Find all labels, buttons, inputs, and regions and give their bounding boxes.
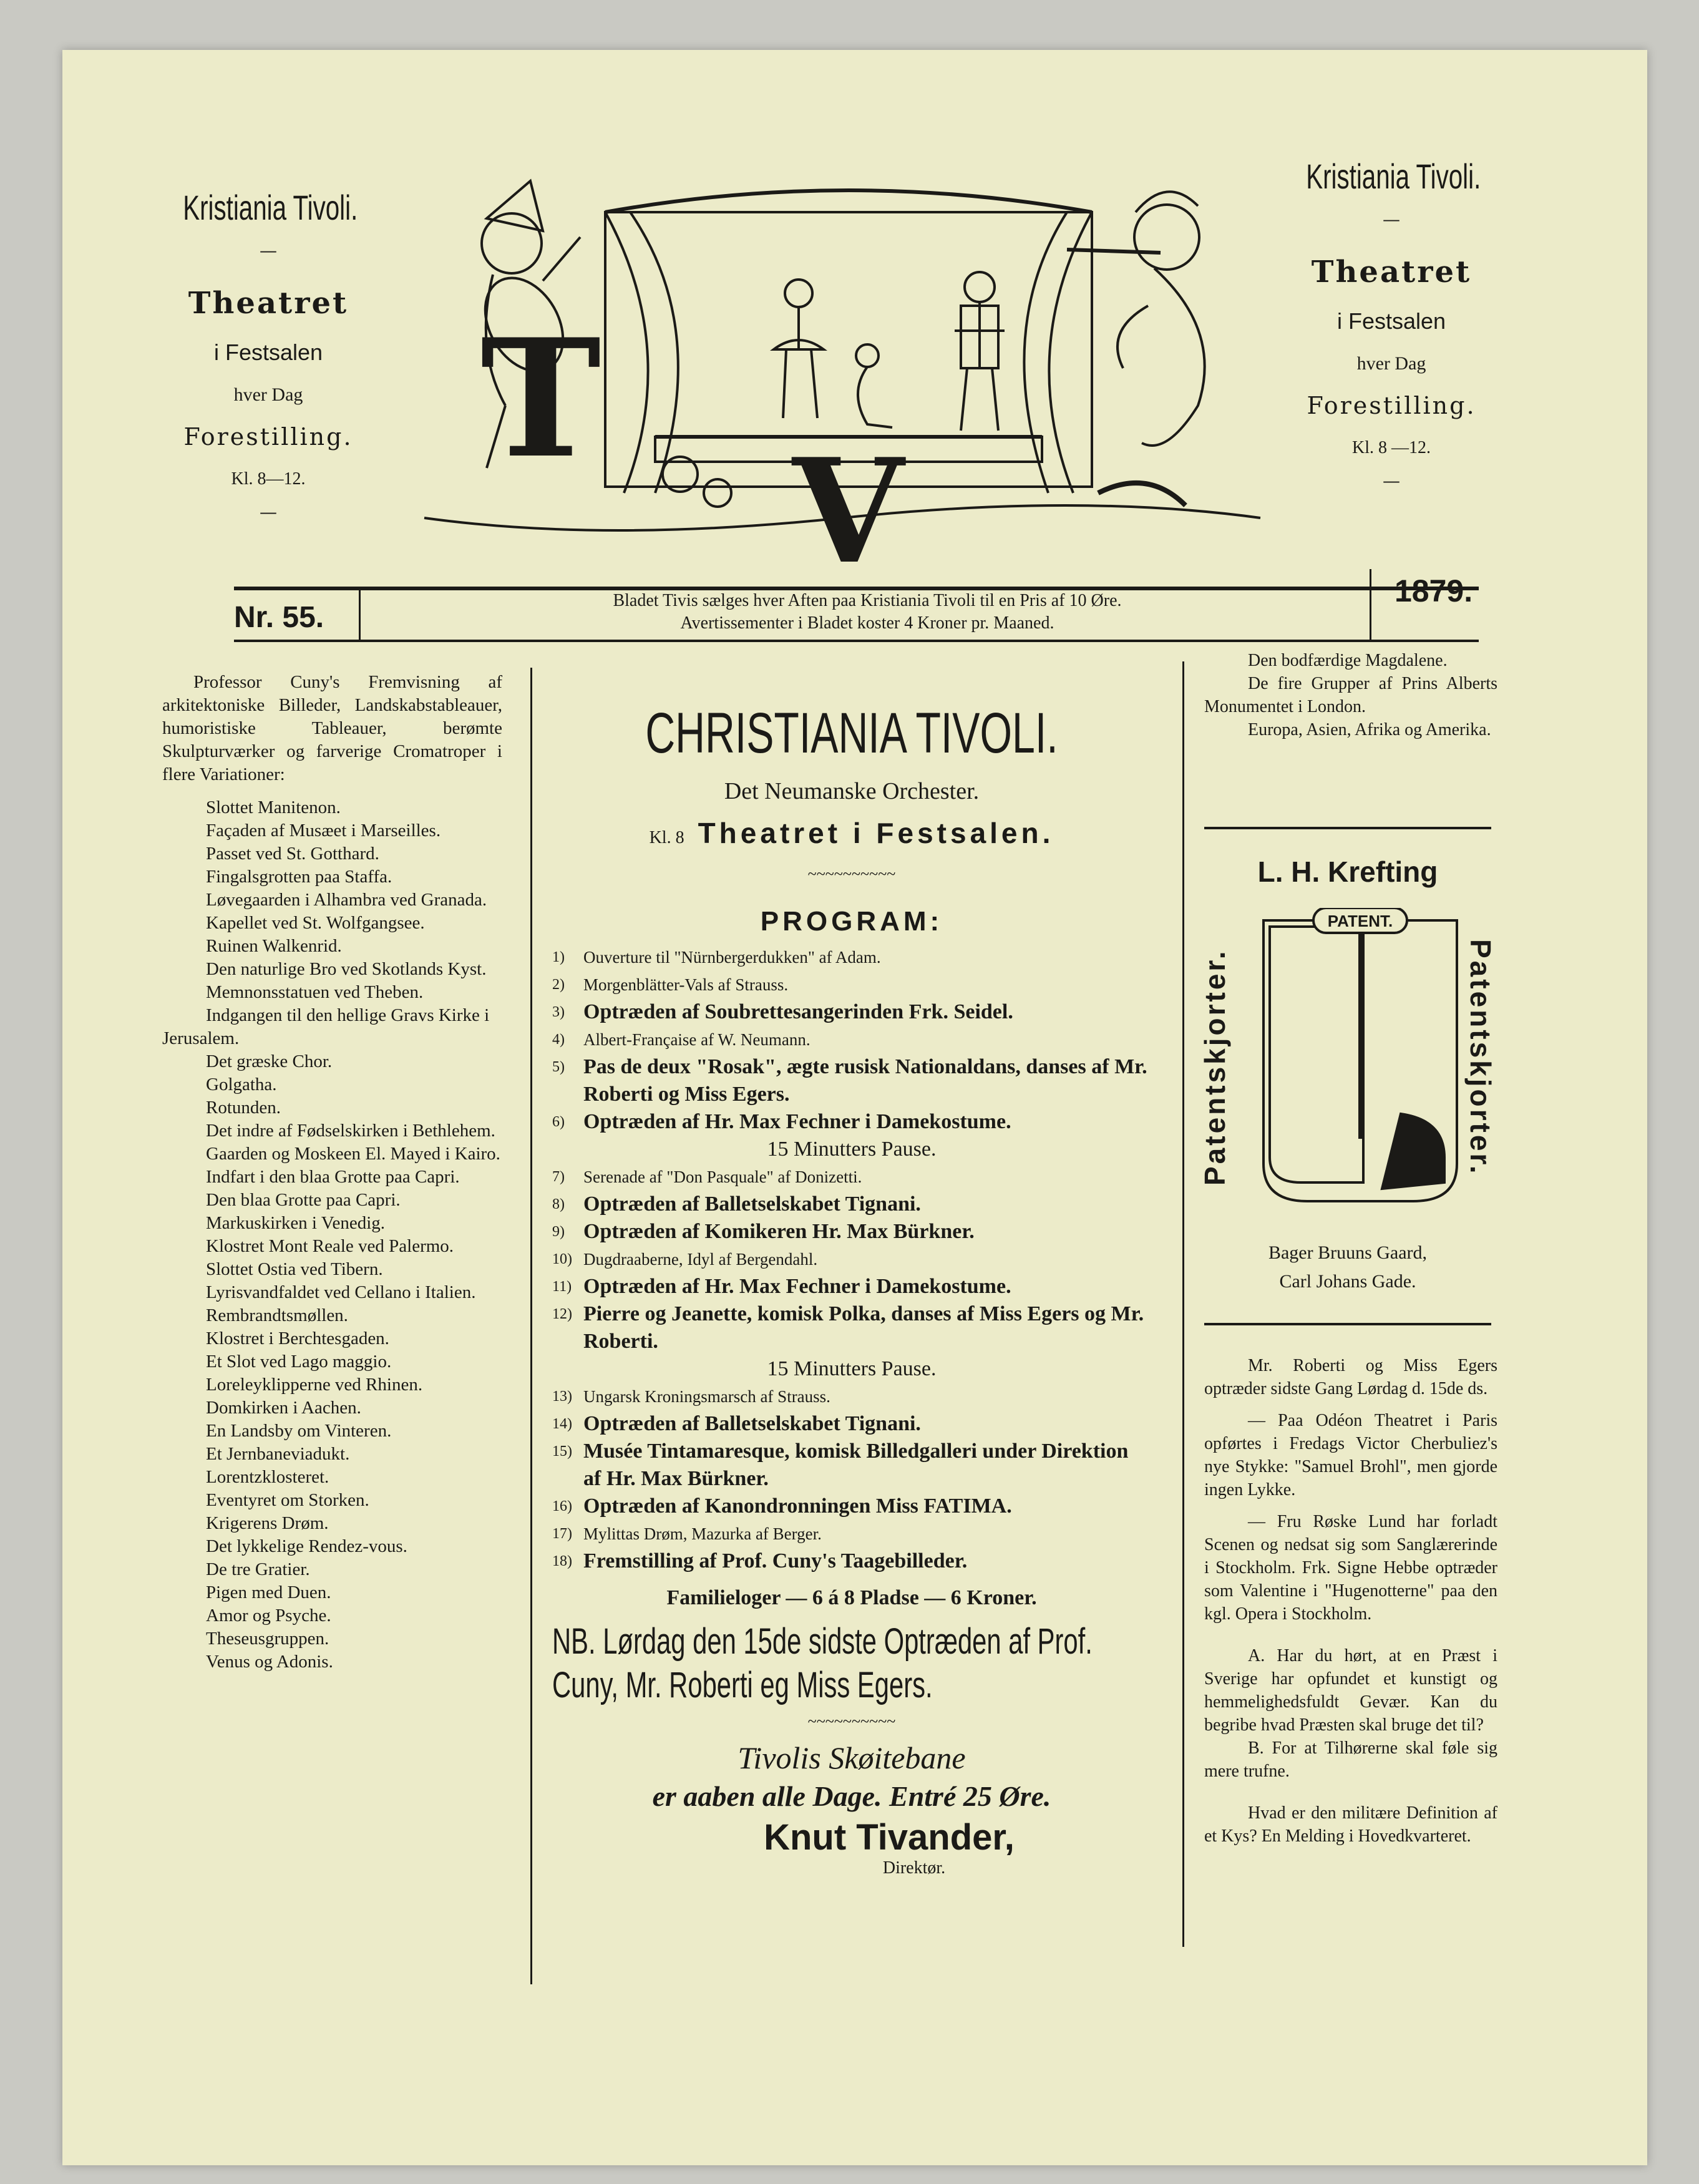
- left-list-item: Kapellet ved St. Wolfgangsee.: [206, 913, 425, 933]
- left-list-item: Pigen med Duen.: [206, 1582, 331, 1602]
- program-item-number: 9): [552, 1224, 565, 1240]
- ad-address: [1204, 1239, 1491, 1296]
- theatre-time: Kl. 8: [649, 828, 684, 847]
- program-pause: 15 Minutters Pause.: [767, 1138, 937, 1161]
- left-list-item: Det indre af Fødselskirken i Bethlehem.: [206, 1121, 495, 1141]
- director-name: Knut Tivander,: [764, 1817, 1015, 1858]
- skating-title: Tivolis Skøitebane: [738, 1740, 966, 1775]
- program-item-text: Mylittas Drøm, Mazurka af Berger.: [583, 1524, 822, 1543]
- left-list-item: Fingalsgrotten paa Staffa.: [206, 867, 392, 887]
- joke-2: Hvad er den militære Definition af et Kys? En Melding i Hovedkvarteret.: [1204, 1803, 1497, 1846]
- program-item: [552, 1520, 1151, 1548]
- left-list-item: Indgangen til den hellige Gravs Kirke i Jerusalem.: [162, 1005, 490, 1048]
- ad-side-text-left: Patentskjorter.: [1199, 948, 1231, 1186]
- right-cherub-figure: [1134, 205, 1199, 270]
- program-item-number: 4): [552, 1031, 565, 1048]
- left-list-item: De tre Gratier.: [206, 1559, 310, 1579]
- program-item-number: 18): [552, 1553, 572, 1569]
- program-item-text: Ouverture til "Nürnbergerdukken" af Adam.: [583, 948, 881, 967]
- program-item-number: 14): [552, 1416, 572, 1432]
- shirt-illustration: [1257, 908, 1463, 1207]
- curtain-right: [1049, 212, 1092, 493]
- left-list-item: Domkirken i Aachen.: [206, 1398, 361, 1418]
- header-right-dash2: —: [1383, 470, 1400, 491]
- program-item-text: Dugdraaberne, Idyl af Bergendahl.: [583, 1250, 818, 1269]
- banner-notice-line1: Bladet Tivis sælges hver Aften paa Kristiania Tivoli til en Pris af 10 Øre.: [613, 591, 1122, 610]
- program-item: [552, 1300, 1151, 1355]
- left-list-item: Markuskirken i Venedig.: [206, 1213, 385, 1233]
- program-item: [552, 1410, 1151, 1438]
- left-list-item: Ruinen Walkenrid.: [206, 936, 342, 956]
- program-item: [552, 998, 1151, 1026]
- right-top-text: Den bodfærdige Magdalene.: [1248, 651, 1448, 670]
- family-boxes: Familieloger — 6 á 8 Pladse — 6 Kroner.: [666, 1586, 1037, 1609]
- right-rule-2: [1204, 1323, 1491, 1325]
- header-right-dash: —: [1383, 209, 1400, 230]
- program-item: [552, 1218, 1151, 1246]
- program-item: [552, 1246, 1151, 1273]
- program-item: [552, 1383, 1151, 1410]
- masthead-illustration: [418, 144, 1267, 568]
- header-left-dash: —: [260, 240, 277, 261]
- flourish-divider: ~~~~~~~~~~: [807, 865, 896, 883]
- left-list-item: Theseusgruppen.: [206, 1629, 329, 1649]
- news-item-3: — Fru Røske Lund har forladt Scenen og nedsat sig som Sanglærerinde i Stockholm. Frk. Signe Hebbe optræder som Valentine i "Hugenotterne" paa den kgl. Opera i Stockholm.: [1204, 1512, 1497, 1624]
- program-item-number: 2): [552, 977, 565, 993]
- banner-divider-left: [359, 590, 361, 640]
- program-item-number: 17): [552, 1526, 572, 1542]
- right-column: [1204, 649, 1497, 741]
- program-item: [552, 1191, 1151, 1218]
- ad-address-line2: Carl Johans Gade.: [1279, 1271, 1416, 1292]
- header-right-time: Kl. 8 —12.: [1352, 438, 1431, 457]
- program-item-number: 13): [552, 1388, 572, 1405]
- ad-side-text-right: Patentskjorter.: [1464, 939, 1497, 1176]
- program-heading: PROGRAM:: [760, 906, 943, 937]
- ad-patent-label: PATENT.: [1327, 912, 1393, 930]
- right-news: [1204, 1354, 1497, 1848]
- ad-address-line1: Bager Bruuns Gaard,: [1268, 1242, 1428, 1263]
- program-item-text: Optræden af Kanondronningen Miss FATIMA.: [583, 1494, 1012, 1518]
- header-left-box: [150, 187, 387, 522]
- left-list-item: Memnonsstatuen ved Theben.: [206, 982, 424, 1002]
- program-item-text: Albert-Française af W. Neumann.: [583, 1030, 811, 1049]
- dancer-figure: [785, 280, 812, 307]
- news-item-2: — Paa Odéon Theatret i Paris opførtes i Fredags Victor Cherbuliez's nye Stykke: "Samuel Brohl", men gjorde ingen Lykke.: [1204, 1411, 1497, 1499]
- right-continents-text: Europa, Asien, Afrika og Amerika.: [1248, 720, 1491, 739]
- header-right-title: Kristiania Tivoli.: [1306, 157, 1481, 196]
- program-item: [552, 943, 1151, 971]
- skating-info: er aaben alle Dage. Entré 25 Øre.: [652, 1780, 1051, 1812]
- program-item-text: Optræden af Soubrettesangerinden Frk. Seidel.: [583, 1000, 1013, 1023]
- left-list-item: Et Slot ved Lago maggio.: [206, 1352, 392, 1372]
- masthead-letter-v: V: [792, 427, 904, 568]
- header-left-dash2: —: [260, 502, 277, 522]
- program-item-text: Pas de deux "Rosak", ægte rusisk Nationaldans, danses af Mr. Roberti og Miss Egers.: [583, 1055, 1147, 1106]
- left-list-item: Amor og Psyche.: [206, 1606, 331, 1626]
- header-right-hall: i Festsalen: [1336, 308, 1446, 334]
- left-list-item: Den naturlige Bro ved Skotlands Kyst.: [206, 959, 487, 979]
- header-right-daily: hver Dag: [1356, 353, 1426, 374]
- ad-title: L. H. Krefting: [1257, 856, 1438, 888]
- flourish-divider-2: ~~~~~~~~~~: [807, 1712, 896, 1730]
- kneeling-figure: [856, 344, 879, 367]
- program-item-text: Optræden af Hr. Max Fechner i Damekostume.: [583, 1110, 1011, 1133]
- orchestra-line: Det Neumanske Orchester.: [724, 778, 980, 804]
- header-left-show: Forestilling.: [183, 423, 353, 451]
- program-item-number: 1): [552, 949, 565, 965]
- program-item-number: 16): [552, 1498, 572, 1514]
- issue-number: Nr. 55.: [234, 601, 324, 634]
- banner-notice: [368, 590, 1366, 635]
- program-item: [552, 1438, 1151, 1493]
- left-list-item: Et Jernbaneviadukt.: [206, 1444, 350, 1464]
- program-list: [552, 943, 1151, 1575]
- left-list-item: Passet ved St. Gotthard.: [206, 844, 379, 864]
- left-list-item: Lorentzklosteret.: [206, 1467, 329, 1487]
- left-list-item: Venus og Adonis.: [206, 1652, 333, 1672]
- column-divider-right: [1182, 661, 1184, 1947]
- curtain-left: [605, 212, 648, 493]
- left-list-item: Krigerens Drøm.: [206, 1513, 329, 1533]
- left-list-item: Slottet Ostia ved Tibern.: [206, 1259, 383, 1279]
- program-item: [552, 971, 1151, 998]
- issue-year: 1879.: [1395, 573, 1473, 608]
- header-left-title: Kristiania Tivoli.: [183, 188, 358, 227]
- column-divider-left: [530, 668, 532, 1984]
- left-column: [162, 671, 502, 1674]
- left-column-list: [162, 796, 502, 1674]
- program-item: [552, 1273, 1151, 1300]
- left-list-item: Rembrandtsmøllen.: [206, 1305, 348, 1325]
- masthead-letter-t: T: [480, 304, 601, 494]
- middle-title: CHRISTIANIA TIVOLI.: [645, 701, 1058, 765]
- left-list-item: Lyrisvandfaldet ved Cellano i Italien.: [206, 1282, 476, 1302]
- right-rule-1: [1204, 827, 1491, 829]
- program-item-text: Optræden af Balletselskabet Tignani.: [583, 1192, 921, 1216]
- left-list-item: Indfart i den blaa Grotte paa Capri.: [206, 1167, 460, 1187]
- program-item-text: Optræden af Komikeren Hr. Max Bürkner.: [583, 1220, 975, 1243]
- left-list-item: Løvegaarden i Alhambra ved Granada.: [206, 890, 487, 910]
- program-item-text: Optræden af Balletselskabet Tignani.: [583, 1412, 921, 1435]
- program-item: [552, 1108, 1151, 1136]
- theatre-line: [552, 816, 1151, 850]
- program-item-text: Pierre og Jeanette, komisk Polka, danses af Miss Egers og Mr. Roberti.: [583, 1302, 1144, 1353]
- director-title: Direktør.: [882, 1858, 946, 1878]
- program-item-text: Serenade af "Don Pasquale" af Donizetti.: [583, 1168, 862, 1186]
- theatre-heading: Theatret i Festsalen.: [698, 817, 1054, 849]
- header-left-theatre: Theatret: [188, 286, 349, 321]
- joke-1-answer: B. For at Tilhørerne skal føle sig mere trufne.: [1204, 1738, 1497, 1781]
- banner-notice-line2: Avertissementer i Bladet koster 4 Kroner pr. Maaned.: [680, 613, 1054, 633]
- program-item-text: Morgenblätter-Vals af Strauss.: [583, 975, 789, 994]
- program-item: [552, 1548, 1151, 1575]
- banner-divider-right: [1370, 569, 1371, 640]
- program-item-number: 10): [552, 1251, 572, 1267]
- program-item-text: Fremstilling af Prof. Cuny's Taagebilleder.: [583, 1549, 968, 1572]
- header-right-theatre: Theatret: [1311, 255, 1472, 290]
- header-left-hall: i Festsalen: [213, 339, 323, 365]
- program-item: [552, 1053, 1151, 1108]
- left-cherub-figure: [482, 213, 542, 273]
- program-item: [552, 1163, 1151, 1191]
- middle-column: [552, 699, 1151, 1878]
- left-list-item: Gaarden og Moskeen El. Mayed i Kairo.: [206, 1144, 500, 1164]
- joke-1-question: A. Har du hørt, at en Præst i Sverige har opfundet et kunstigt og hemmelighedsfuldt Gevær. Kan du begribe hvad Præsten skal bruge det til?: [1204, 1646, 1497, 1735]
- clown-figure: [965, 272, 995, 302]
- left-list-item: En Landsby om Vinteren.: [206, 1421, 392, 1441]
- left-list-item: Klostret i Berchtesgaden.: [206, 1328, 389, 1348]
- program-item-number: 3): [552, 1004, 565, 1020]
- left-list-item: Rotunden.: [206, 1098, 281, 1118]
- program-item: [552, 1493, 1151, 1520]
- left-list-item: Loreleyklipperne ved Rhinen.: [206, 1375, 423, 1395]
- header-left-time: Kl. 8—12.: [231, 469, 306, 489]
- program-item-number: 15): [552, 1443, 572, 1460]
- left-list-item: Façaden af Musæet i Marseilles.: [206, 821, 441, 841]
- program-item: [552, 1136, 1151, 1163]
- left-list-item: Det græske Chor.: [206, 1051, 333, 1071]
- right-groups-text: De fire Grupper af Prins Alberts Monumentet i London.: [1204, 674, 1497, 716]
- news-item-1: Mr. Roberti og Miss Egers optræder sidste Gang Lørdag d. 15de ds.: [1204, 1356, 1497, 1398]
- program-item-text: Optræden af Hr. Max Fechner i Damekostume.: [583, 1275, 1011, 1298]
- header-right-box: [1273, 156, 1510, 491]
- left-list-item: Golgatha.: [206, 1075, 277, 1094]
- program-item-number: 7): [552, 1169, 565, 1185]
- nb-notice: NB. Lørdag den 15de sidste Optræden af Prof. Cuny, Mr. Roberti eg Miss Egers.: [552, 1621, 1093, 1705]
- program-item: [552, 1026, 1151, 1053]
- program-item-number: 11): [552, 1279, 572, 1295]
- left-list-item: Den blaa Grotte paa Capri.: [206, 1190, 401, 1210]
- program-item: [552, 1355, 1151, 1383]
- program-item-text: Musée Tintamaresque, komisk Billedgalleri under Direktion af Hr. Max Bürkner.: [583, 1440, 1129, 1490]
- left-list-item: Eventyret om Storken.: [206, 1490, 369, 1510]
- left-list-item: Det lykkelige Rendez-vous.: [206, 1536, 407, 1556]
- banner-bottom-rule: [234, 640, 1479, 642]
- program-item-number: 6): [552, 1114, 565, 1130]
- header-left-daily: hver Dag: [233, 384, 303, 405]
- program-item-number: 5): [552, 1059, 565, 1075]
- program-item-number: 8): [552, 1196, 565, 1212]
- program-item-text: Ungarsk Kroningsmarsch af Strauss.: [583, 1387, 830, 1406]
- header-right-show: Forestilling.: [1307, 392, 1476, 419]
- program-item-number: 12): [552, 1306, 572, 1322]
- left-list-item: Slottet Manitenon.: [206, 797, 341, 817]
- left-column-intro: Professor Cuny's Fremvisning af arkitektoniske Billeder, Landskabstableauer, humoristiske Tableauer, berømte Skulpturværker og farverige Cromatroper i flere Variationer:: [162, 672, 502, 784]
- program-pause: 15 Minutters Pause.: [767, 1357, 937, 1380]
- left-list-item: Klostret Mont Reale ved Palermo.: [206, 1236, 454, 1256]
